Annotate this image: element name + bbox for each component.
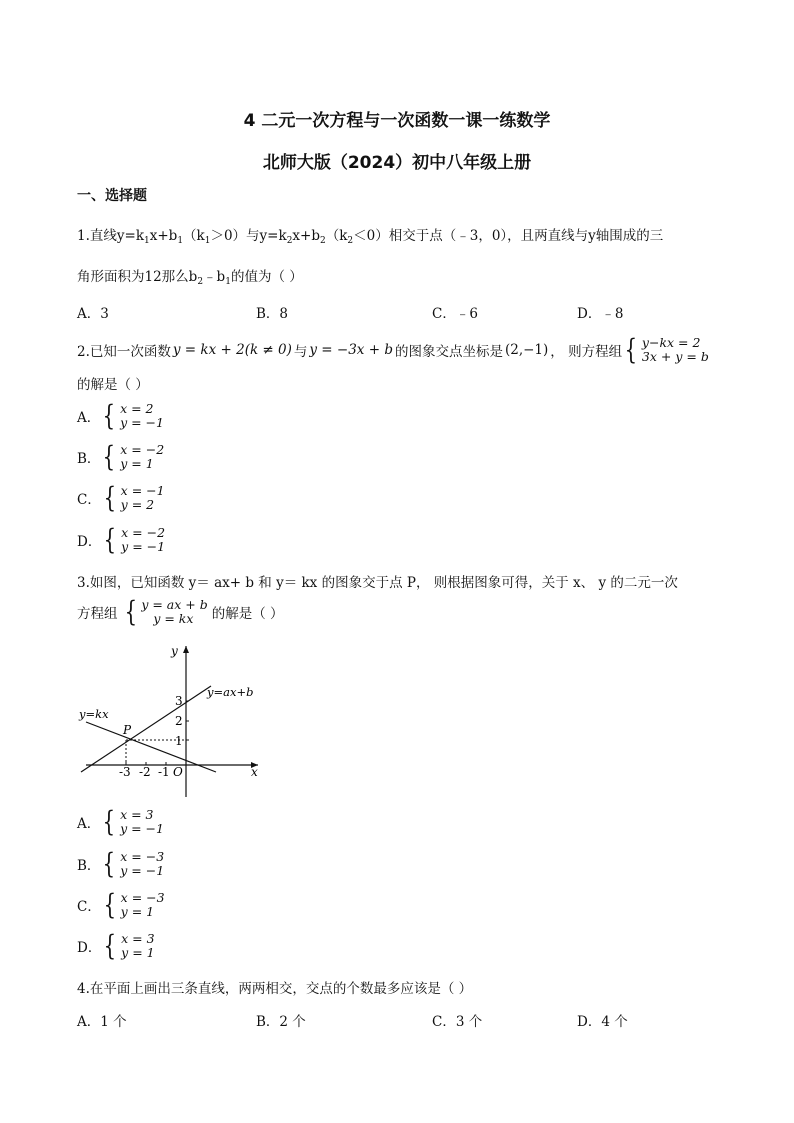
- question-4: 4.在平面上画出三条直线，两两相交，交点的个数最多应该是（ ）: [77, 981, 473, 997]
- q3-graph: [76, 642, 266, 802]
- q2-option-c: C． { x = −1 y = 2: [77, 481, 165, 514]
- q2-option-b: B． { x = −2 y = 1: [77, 440, 165, 473]
- q4-option-b: B．2 个: [256, 1014, 306, 1030]
- q3-option-d: D． { x = 3 y = 1: [77, 929, 155, 962]
- ytick-1: 1: [175, 734, 183, 748]
- y-axis-arrow-icon: [183, 646, 189, 653]
- q3-option-a: A． { x = 3 y = −1: [77, 805, 164, 838]
- xtick-neg1: -1: [158, 765, 170, 779]
- page-subtitle: 北师大版（2024）初中八年级上册: [262, 153, 532, 173]
- question-1-line-2: 角形面积为12那么$b_2﹣b_1$的值为（ ）: [77, 269, 303, 287]
- x-axis-label: x: [251, 765, 258, 779]
- q4-option-d: D．4 个: [577, 1014, 628, 1030]
- page-title: 4 二元一次方程与一次函数一课一练数学: [243, 111, 551, 131]
- q3-option-c: C． { x = −3 y = 1: [77, 888, 165, 921]
- q1-option-d: D．﹣8: [577, 306, 624, 322]
- q3-option-b: B． { x = −3 y = −1: [77, 847, 165, 880]
- ytick-3: 3: [175, 694, 183, 708]
- y-axis-label: y: [171, 644, 178, 658]
- q2-option-a: A． { x = 2 y = −1: [77, 399, 164, 432]
- origin-label: O: [173, 765, 183, 779]
- q1-option-b: B．8: [256, 306, 289, 322]
- point-p-label: P: [123, 723, 132, 737]
- xtick-neg2: -2: [139, 765, 151, 779]
- ytick-2: 2: [175, 714, 183, 728]
- q1-option-c: C．﹣6: [432, 306, 478, 322]
- question-3-line-1: 3.如图，已知函数 y＝ ax+ b 和 y＝ kx 的图象交于点 P， 则根据图象可得，关于 x、 y 的二元一次: [77, 575, 678, 591]
- q2-system: { y−kx = 2 3x + y = b: [624, 333, 709, 366]
- line-y-ax-b: [81, 686, 211, 772]
- question-1-line-1: 1.直线$y=k_1x+b_1(k_1>0)$与$y=k_2x+b_2(k_2<0)$相交于点（﹣3，0），且两直线与y轴围成的三: [77, 228, 664, 246]
- q2-option-d: D． { x = −2 y = −1: [77, 523, 166, 556]
- q4-option-a: A．1 个: [77, 1014, 127, 1030]
- q4-option-c: C．3 个: [432, 1014, 483, 1030]
- q1-option-a: A．3: [77, 306, 109, 322]
- xtick-neg3: -3: [119, 765, 131, 779]
- question-2-line-2: 的解是（ ）: [77, 377, 149, 393]
- question-3-line-2: 方程组 { y = ax + b y = kx 的解是（ ）: [77, 595, 284, 628]
- section-heading: 一、选择题: [77, 188, 147, 204]
- line-k-label: y=kx: [79, 707, 109, 721]
- question-2-line-1: 2.已知一次函数 y = kx + 2(k ≠ 0) 与 y = −3x + b 的图象交点坐标是 (2,−1) ， 则方程组 { y−kx = 2 3x + y = b: [77, 333, 709, 366]
- line-a-label: y=ax+b: [207, 685, 254, 699]
